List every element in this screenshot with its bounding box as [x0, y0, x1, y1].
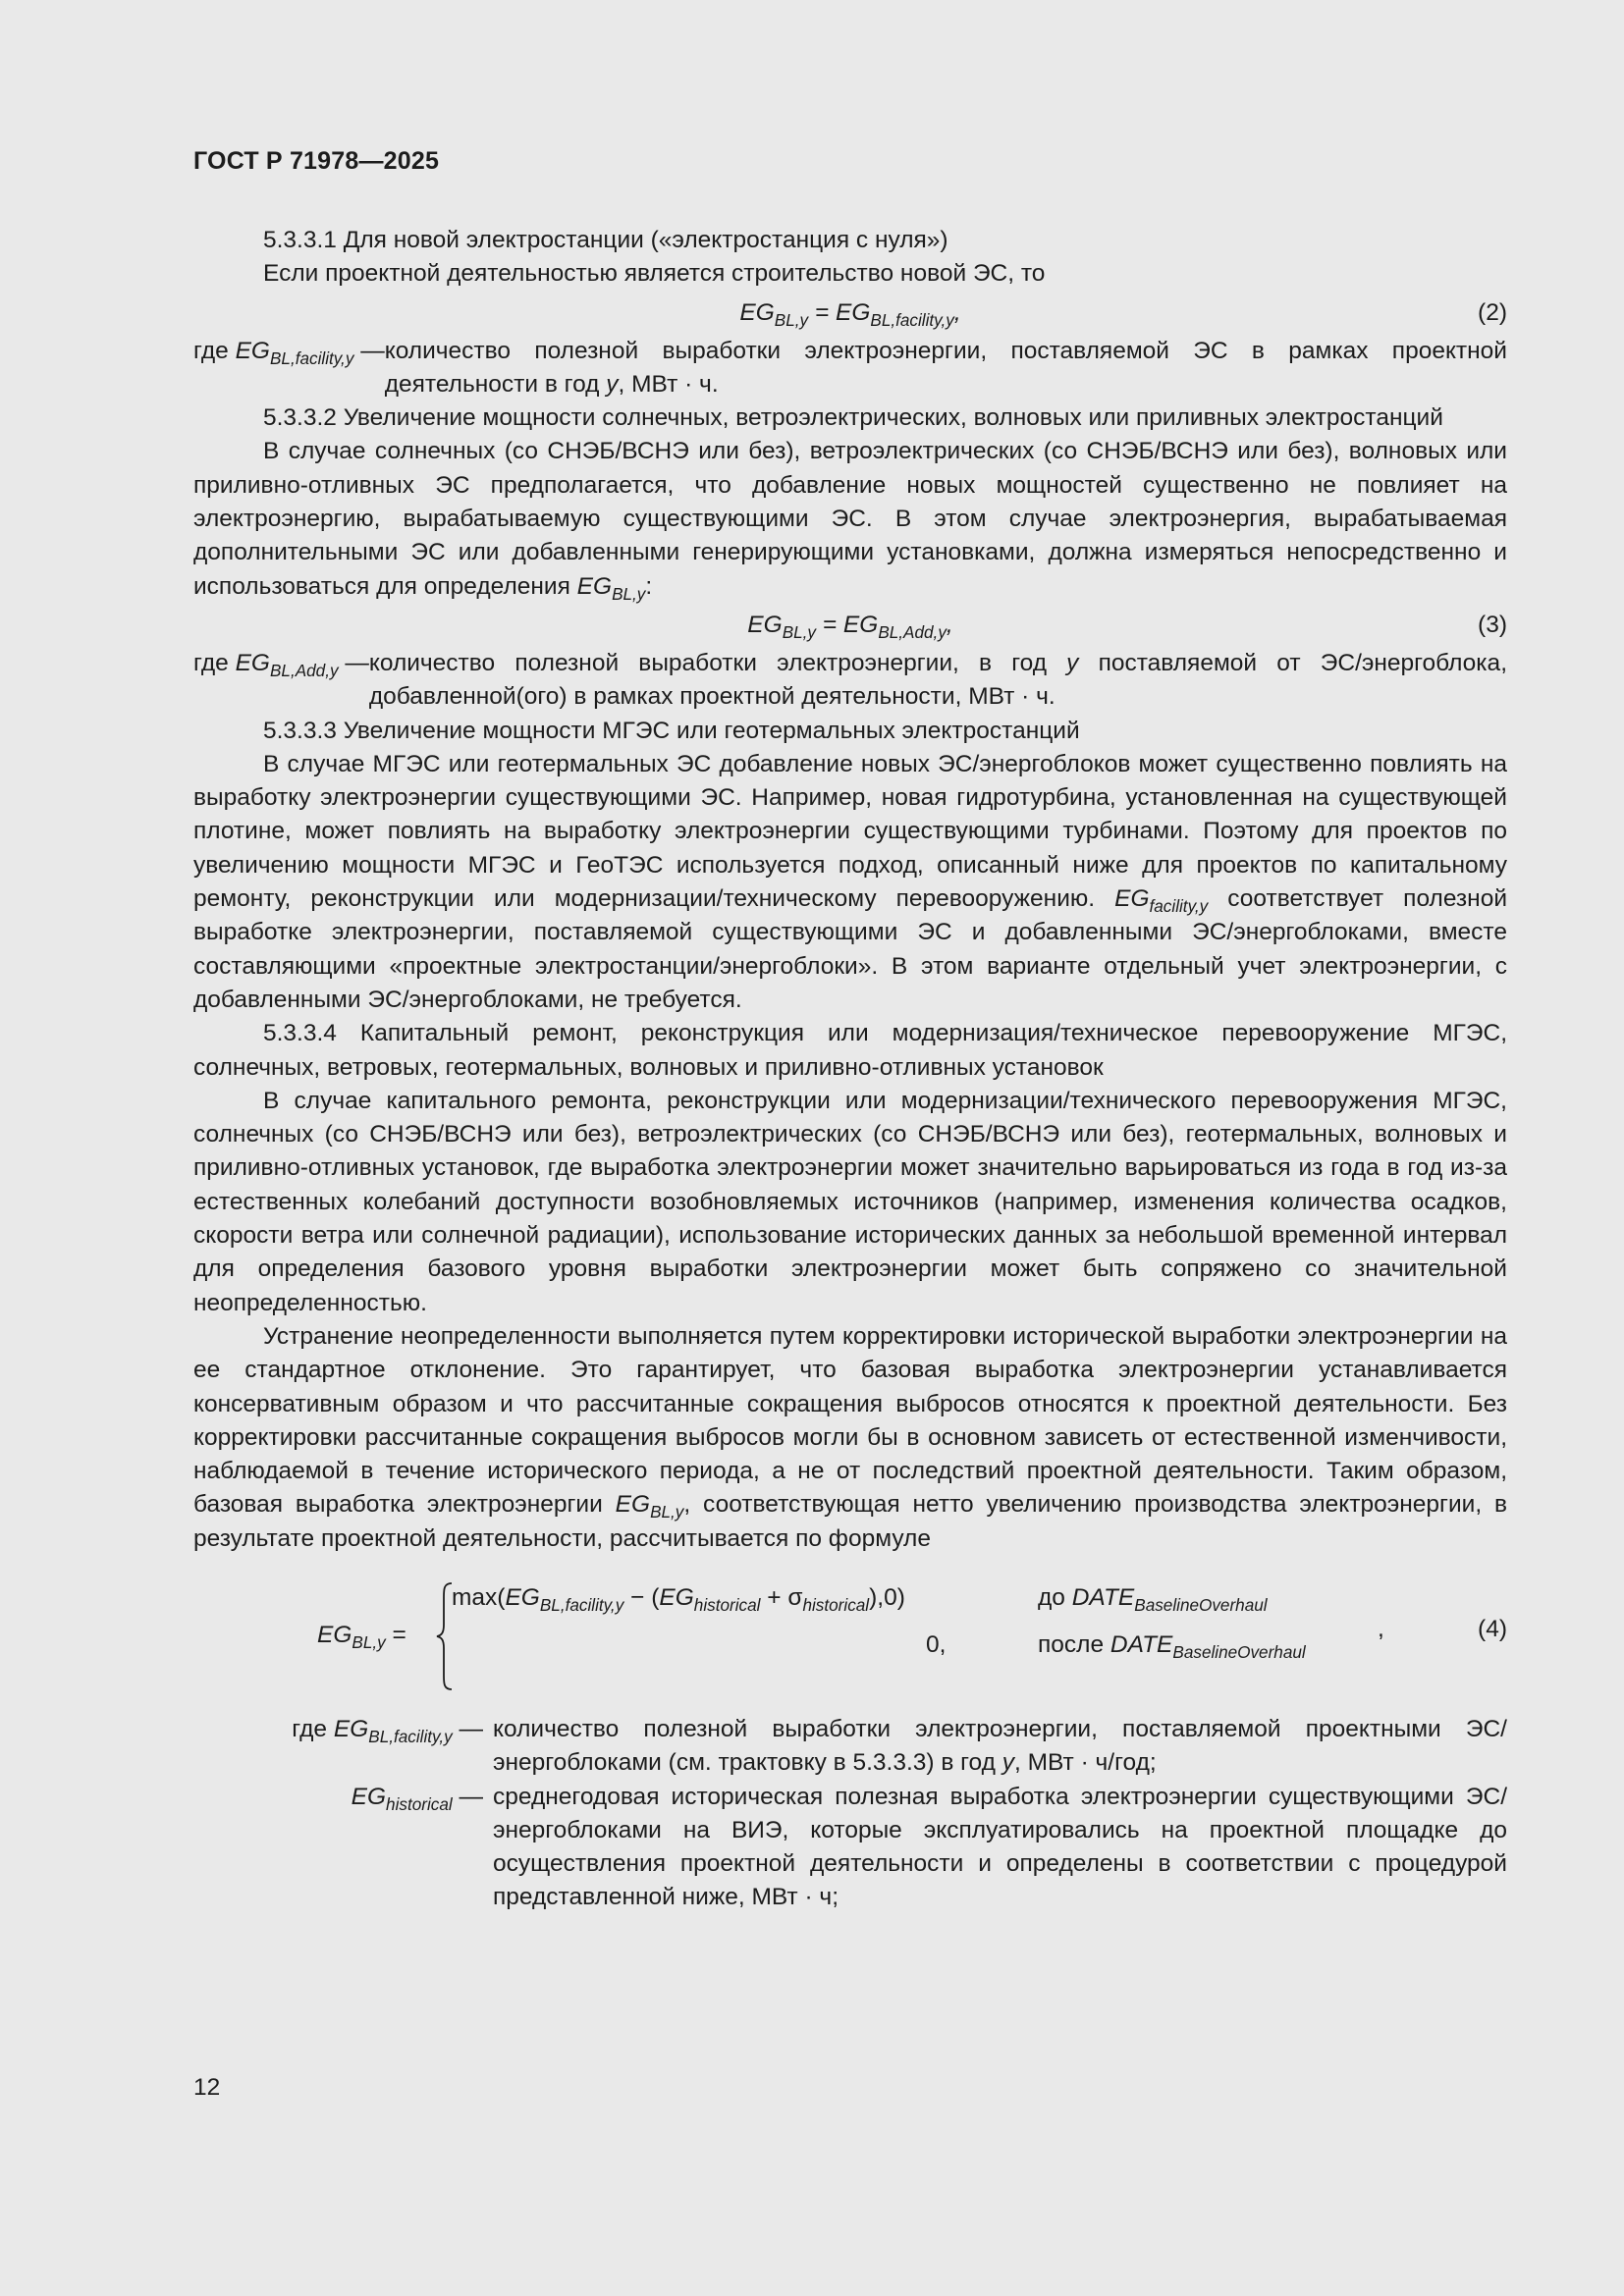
section-5-3-3-2-heading: 5.3.3.2 Увеличение мощности солнечных, ветроэлектрических, волновых или приливных электростанций: [263, 404, 1443, 432]
section-5-3-3-3-heading: 5.3.3.3 Увеличение мощности МГЭС или геотермальных электростанций: [263, 717, 1080, 744]
formula-number: (3): [1478, 611, 1507, 638]
formula-number: (2): [1478, 298, 1507, 326]
definition-item: $EG_{historical}$ — среднегодовая историческая полезная выработка электроэнергии существующими ЭС/энергоблоками на ВИЭ, которые эксплуатировались на проектной площадке до осуществления проектной деятельности и определены в соответствии с процедурой представленной ниже, МВт · ч;: [351, 1783, 1507, 1911]
formula-4-case-1: $\max(EG_{BL,facility,y} - (EG_{historical} + \sigma_{historical}),0)$: [452, 1583, 905, 1615]
formula-3-definition: где $EG_{BL,Add,y}$ — количество полезной выработки электроэнергии, в год y поставляемой от ЭС/энергоблока, добавленной(ого) в рамках проектной деятельности, МВт · ч.: [193, 649, 1507, 711]
formula-4-case-2: 0,: [926, 1630, 947, 1658]
section-5-3-3-4-body-1: В случае капитального ремонта, реконструкции или модернизации/технического перевооружения МГЭС, солнечных (со СНЭБ/ВСНЭ или без), ветроэлектрических (со СНЭБ/ВСНЭ или без), геотермальных, волновых и приливно-отливных установок, где выработка электроэнергии может значительно варьироваться из года в год из-за естественных колебаний доступности возобновляемых источников (например, изменения количества осадков, скорости ветра или солнечной радиации), использование исторических данных за небольшой временной интервал для определения базового уровня выработки электроэнергии может быть сопряжено со значительной неопределенностью.: [193, 1087, 1507, 1316]
section-5-3-3-4-body-2: Устранение неопределенности выполняется путем корректировки исторической выработки электроэнергии на ее стандартное отклонение. Это гарантирует, что базовая выработка электроэнергии устанавливается консервативным образом и что рассчитанные сокращения выбросов относятся к проектной деятельности. Без корректировки рассчитанные сокращения выбросов могли бы в основном зависеть от естественной изменчивости, наблюдаемой в течение исторического периода, а не от последствий проектной деятельности. Таким образом, базовая выработка электроэнергии $EG_{BL,y}$, соответствующая нетто увеличению производства электроэнергии, в результате проектной деятельности, рассчитывается по формуле: [193, 1322, 1508, 1552]
formula-4-comma: ,: [1378, 1615, 1384, 1642]
section-5-3-3-1-intro: Если проектной деятельностью является строительство новой ЭС, то: [263, 260, 1046, 288]
formula-3: $EG_{BL,y} = EG_{BL,Add,y}$, (3): [193, 604, 1507, 647]
document-body: [193, 224, 1507, 1915]
section-5-3-3-1-heading: 5.3.3.1 Для новой электростанции («электростанция с нуля»): [263, 227, 948, 253]
document-code: ГОСТ Р 71978—2025: [193, 147, 440, 175]
formula-number: (4): [1478, 1615, 1507, 1642]
page-number: 12: [193, 2074, 221, 2101]
formula-4-condition-2: после $DATE_{BaselineOverhaul}$: [1038, 1630, 1306, 1662]
formula-2: $EG_{BL,y} = EG_{BL,facility,y}$, (2): [193, 292, 1507, 335]
section-5-3-3-3-body: В случае МГЭС или геотермальных ЭС добавление новых ЭС/энергоблоков может существенно повлиять на выработку электроэнергии существующими ЭС. Например, новая гидротурбина, установленная на существующей плотине, может повлиять на выработку электроэнергии существующими турбинами. Поэтому для проектов по увеличению мощности МГЭС и ГеоТЭС используется подход, описанный ниже для проектов по капитальному ремонту, реконструкции или модернизации/техническому перевооружению. $EG_{facility,y}$ соответствует полезной выработке электроэнергии, поставляемой существующими ЭС и добавленными ЭС/энергоблоками, вместе составляющими «проектные электростанции/энергоблоки». В этом варианте отдельный учет электроэнергии, с добавленными ЭС/энергоблоками, не требуется.: [193, 750, 1507, 1013]
formula-4-definitions: [193, 1713, 1507, 1915]
formula-2-definition: где $EG_{BL,facility,y}$ — количество полезной выработки электроэнергии, поставляемой ЭС в рамках проектной деятельности в год y, МВт · ч.: [193, 337, 1507, 398]
section-5-3-3-2-body: В случае солнечных (со СНЭБ/ВСНЭ или без), ветроэлектрических (со СНЭБ/ВСНЭ или без), волновых или приливно-отливных ЭС предполагается, что добавление новых мощностей существенно не повлияет на электроэнергию, вырабатываемую существующими ЭС. В этом случае электроэнергия, вырабатываемая дополнительными ЭС или добавленными генерирующими установками, должна измеряться непосредственно и использоваться для определения $EG_{BL,y}$:: [193, 438, 1507, 604]
formula-4-condition-1: до $DATE_{BaselineOverhaul}$: [1038, 1583, 1268, 1615]
section-5-3-3-4-heading: 5.3.3.4 Капитальный ремонт, реконструкция или модернизация/техническое перевооружение МГЭС, солнечных, ветровых, геотермальных, волновых и приливно-отливных установок: [193, 1020, 1507, 1081]
formula-4: $EG_{BL,y}$ = $\max(EG_{BL,facility,y} - (EG_{historical} + \sigma_{historical}),0)$ 0, до $DATE_{BaselineOverhaul}$ после $DATE_{BaselineOverhaul}$ , (4): [193, 1579, 1507, 1703]
definition-item: где $EG_{BL,facility,y}$ — количество полезной выработки электроэнергии, поставляемой проектными ЭС/энергоблоками (см. трактовку в 5.3.3.3) в год y, МВт · ч/год;: [292, 1715, 1507, 1777]
